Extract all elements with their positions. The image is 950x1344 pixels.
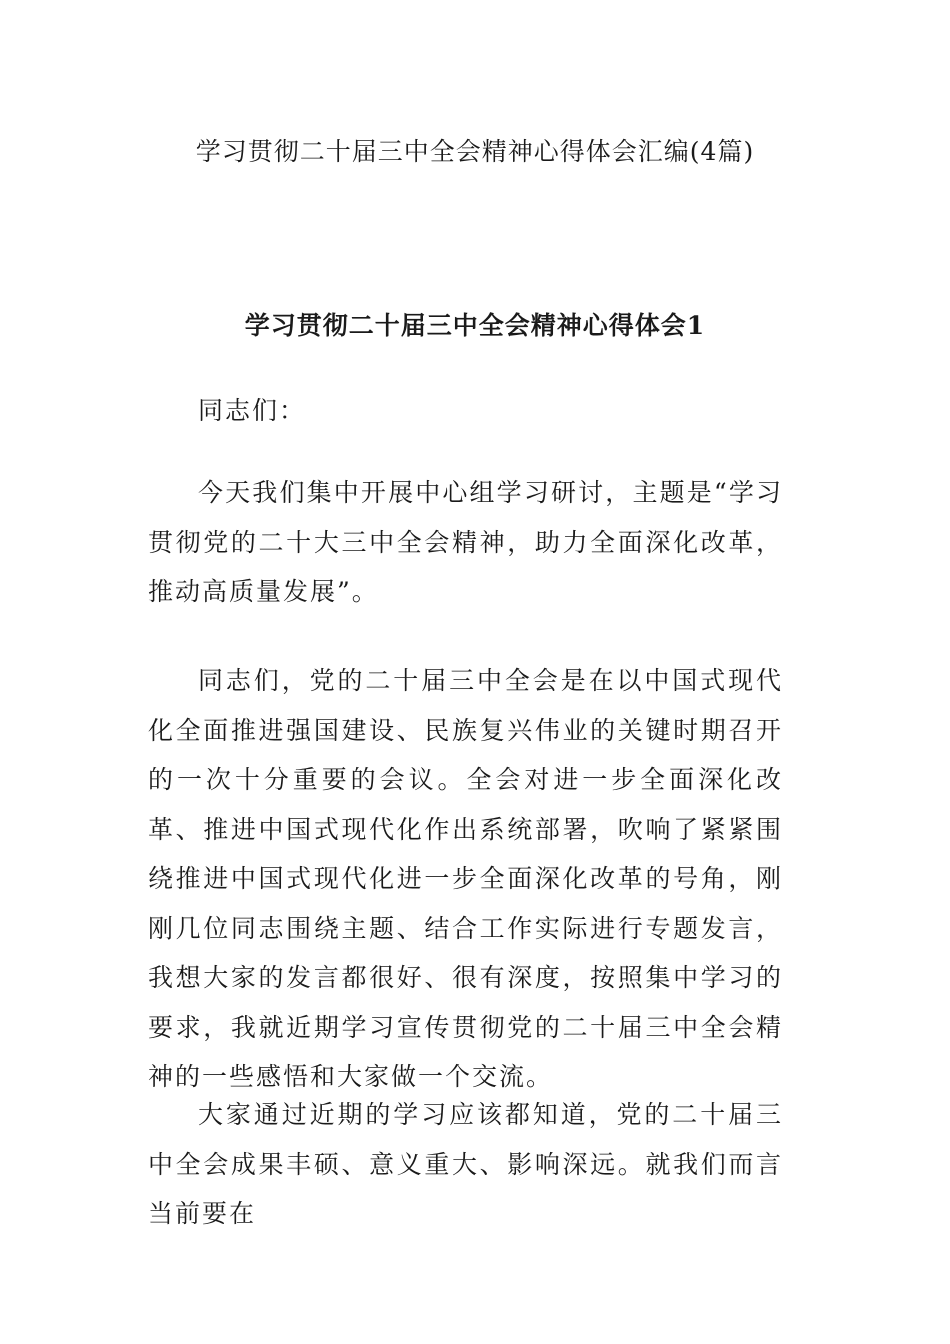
section-title: 学习贯彻二十届三中全会精神心得体会1: [244, 311, 706, 340]
greeting-paragraph: 同志们：: [198, 396, 307, 425]
body-paragraph-2: 同志们，党的二十届三中全会是在以中国式现代化全面推进强国建设、民族复兴伟业的关键时期召开的一次十分重要的会议。全会对进一步全面深化改革、推进中国式现代化作出系统部署，吹响了紧紧围绕推进中国式现代化进一步全面深化改革的号角，刚刚几位同志围绕主题、结合工作实际进行专题发言，我想大家的发言都很好、很有深度，按照集中学习的要求，我就近期学习宣传贯彻党的二十届三中全会精神的一些感悟和大家做一个交流。: [148, 666, 783, 1091]
body-paragraph-1: 今天我们集中开展中心组学习研讨，主题是“学习贯彻党的二十大三中全会精神，助力全面深化改革，推动高质量发展”。: [148, 478, 783, 606]
body-paragraph-3: 大家通过近期的学习应该都知道，党的二十届三中全会成果丰硕、意义重大、影响深远。就我们而言当前要在: [148, 1100, 783, 1228]
document-title: 学习贯彻二十届三中全会精神心得体会汇编(4篇): [195, 137, 755, 166]
